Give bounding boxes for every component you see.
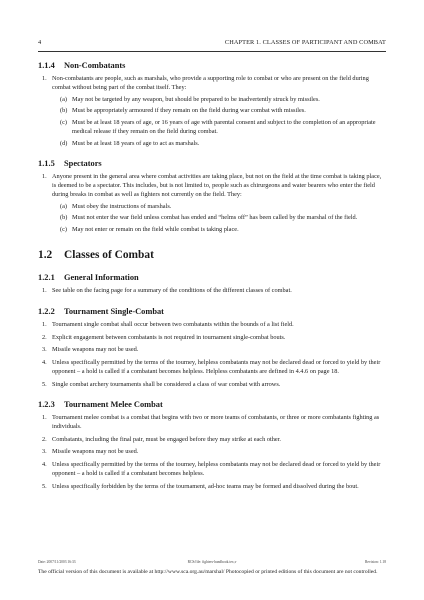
- item-text: Unless specifically permitted by the terms of the tourney, helpless combatants may not be declared dead or forced to yield by their opponent – a hold is called if a combatant becomes helpless.: [52, 461, 381, 477]
- item-number: 1.: [42, 75, 47, 82]
- list-item: [38, 346, 386, 355]
- item-number: 1.: [42, 320, 47, 328]
- list-item: [38, 321, 386, 330]
- sub-list-item: [52, 96, 386, 105]
- page-footer: [38, 560, 386, 577]
- heading-number: 1.1.4: [38, 61, 55, 70]
- sub-item-text: Must be at least 18 years of age, or 16 years of age with parental consent and subject to the completion of an appropriate medical release if they remain on the field during combat.: [72, 119, 376, 135]
- item-text: Missile weapons may not be used.: [52, 346, 139, 354]
- item-number: 2.: [42, 333, 47, 341]
- sub-list-item: [52, 107, 386, 116]
- footer-date: Date: 2007/11/2003 16:33: [38, 560, 76, 564]
- item-text: See table on the facing page for a summary of the conditions of the different classes of combat.: [52, 287, 292, 295]
- list-item: [38, 461, 386, 478]
- footer-revision: Revision: 1.18: [365, 560, 386, 564]
- subsection-heading: [38, 60, 386, 71]
- list-item: [38, 287, 386, 296]
- item-text: Combatants, including the final pair, must be engaged before they may strike at each other.: [52, 435, 281, 443]
- chapter-title: CHAPTER 1. CLASSES OF PARTICIPANT AND COMBAT: [224, 39, 386, 46]
- list-item: [38, 448, 386, 457]
- item-number: 2.: [42, 435, 47, 443]
- item-number: 5.: [42, 380, 47, 388]
- list-item: [38, 483, 386, 492]
- numbered-list: [38, 287, 386, 296]
- lettered-list: [52, 203, 386, 235]
- sub-item-text: May not be targeted by any weapon, but should be prepared to be inadvertently struck by missiles.: [72, 95, 320, 103]
- sub-item-letter: (c): [60, 119, 67, 127]
- sub-item-letter: (c): [60, 226, 67, 234]
- heading-title: Tournament Single-Combat: [64, 306, 164, 316]
- item-text: Unless specifically permitted by the terms of the tourney, helpless combatants may not be declared dead or forced to yield by their opponent – a hold is called if a combatant becomes helpless. Helpless combatants are defined in 4.4.6 on page 18.: [52, 359, 381, 375]
- sub-item-letter: (b): [60, 214, 68, 222]
- sub-item-letter: (b): [60, 107, 68, 115]
- heading-number: 1.1.5: [38, 159, 55, 169]
- item-text: Tournament single combat shall occur between two combatants within the bounds of a list field.: [52, 320, 294, 328]
- subsection-heading: [38, 399, 386, 410]
- list-item: [38, 334, 386, 343]
- sub-list-item: [52, 226, 386, 235]
- item-number: 3.: [42, 448, 47, 456]
- page-number: 4: [38, 39, 42, 46]
- list-item: [38, 381, 386, 390]
- list-item: [38, 75, 386, 148]
- heading-title: Spectators: [64, 159, 102, 169]
- footer-meta: [38, 560, 386, 566]
- item-number: 3.: [42, 346, 47, 354]
- sub-list-item: [52, 140, 386, 149]
- sub-item-text: May not enter or remain on the field while combat is taking place.: [72, 226, 239, 234]
- numbered-list: [38, 414, 386, 491]
- item-number: 1.: [42, 173, 47, 181]
- sub-list-item: [52, 214, 386, 223]
- footer-doc-id: RCS/file: fighters-handbook.tex,v: [187, 560, 237, 564]
- item-text: Unless specifically forbidden by the terms of the tournament, ad-hoc teams may be formed and dissolved during the bout.: [52, 482, 359, 490]
- list-item: [38, 359, 386, 376]
- heading-title: Tournament Melee Combat: [64, 400, 163, 410]
- list-item: [38, 173, 386, 234]
- item-text: Tournament melee combat is a combat that begins with two or more teams of combatants, or three or more combatants fighting as individuals.: [52, 414, 380, 430]
- sub-item-letter: (d): [60, 139, 68, 147]
- sub-item-text: Must be appropriately armoured if they remain on the field during war combat with missiles.: [72, 107, 306, 115]
- numbered-list: [38, 75, 386, 148]
- list-item: [38, 436, 386, 445]
- page-body: [38, 60, 386, 495]
- sub-item-text: Must not enter the war field unless combat has ended and “helms off” has been called by the marshal of the field.: [72, 214, 358, 222]
- subsection-heading: [38, 306, 386, 317]
- item-text: Missile weapons may not be used.: [52, 448, 139, 456]
- subsection-heading: [38, 158, 386, 169]
- numbered-list: [38, 173, 386, 234]
- spacer: [38, 239, 386, 248]
- sub-item-letter: (a): [60, 202, 67, 210]
- numbered-list: [38, 321, 386, 389]
- heading-title: Non-Combatants: [64, 61, 126, 70]
- heading-title: Classes of Combat: [64, 249, 154, 262]
- item-number: 1.: [42, 287, 47, 295]
- sub-item-text: Must be at least 18 years of age to act as marshals.: [72, 139, 200, 147]
- item-text: Non-combatants are people, such as marshals, who provide a supporting role to combat or who are present on the field during combat without being part of the combat itself. They:: [52, 75, 369, 91]
- section-heading: [38, 248, 386, 262]
- heading-number: 1.2.2: [38, 306, 55, 316]
- item-number: 4.: [42, 359, 47, 367]
- sub-list-item: [52, 203, 386, 212]
- lettered-list: [52, 96, 386, 149]
- sub-list-item: [52, 119, 386, 136]
- heading-number: 1.2.1: [38, 273, 55, 283]
- running-header: [38, 39, 386, 49]
- heading-number: 1.2.3: [38, 400, 55, 410]
- heading-title: General Information: [64, 273, 139, 283]
- header-rule: [38, 51, 386, 52]
- item-text: Single combat archery tournaments shall be considered a class of war combat with arrows.: [52, 380, 281, 388]
- sub-item-text: Must obey the instructions of marshals.: [72, 202, 172, 210]
- item-number: 1.: [42, 414, 47, 422]
- item-text: Anyone present in the general area where combat activities are taking place, but not on the field at the time combat is taking place, is deemed to be a spectator. This includes, but is not limited to, people such as chirurgeons and water bearers who enter the field during breaks in combat as well as fighters not currently on the field. They:: [52, 173, 382, 198]
- item-text: Explicit engagement between combatants is not required in tournament single-combat bouts.: [52, 333, 286, 341]
- item-number: 4.: [42, 461, 47, 469]
- item-number: 5.: [42, 482, 47, 490]
- footer-note: The official version of this document is available at http://www.sca.org.au/marshal/ Photocopied or printed editions of this document are not controlled.: [38, 569, 378, 575]
- subsection-heading: [38, 272, 386, 283]
- heading-number: 1.2: [38, 249, 53, 262]
- list-item: [38, 414, 386, 431]
- sub-item-letter: (a): [60, 95, 67, 103]
